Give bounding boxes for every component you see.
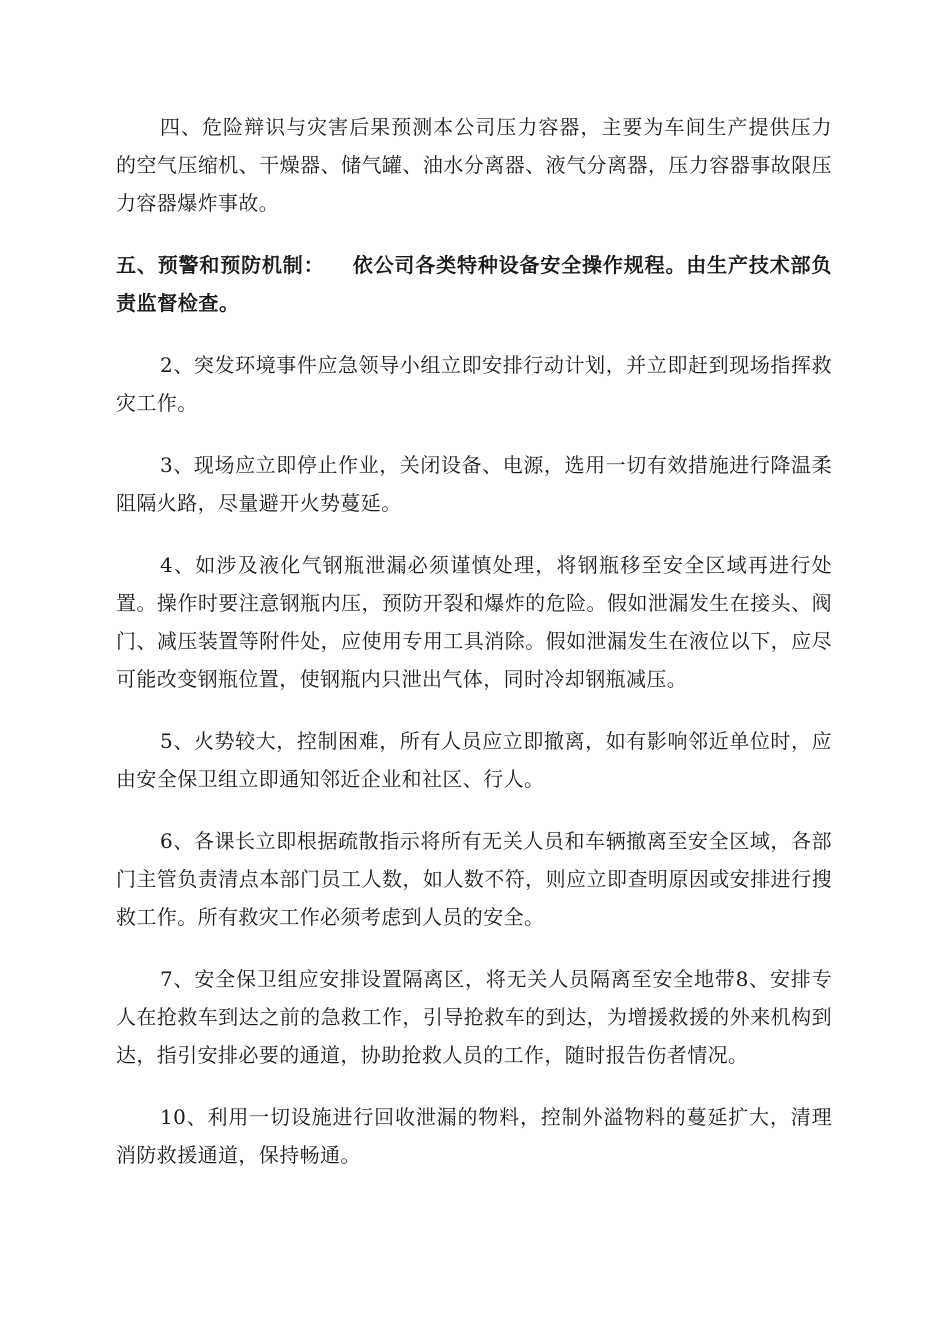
- section-heading-body: 依公司各类特种设备安全操作规程。由生产技术部负责监督检查。: [116, 253, 832, 315]
- paragraph-hazard-identification: 四、危险辩识与灾害后果预测本公司压力容器，主要为车间生产提供压力的空气压缩机、干燥器、储气罐、油水分离器、液气分离器，压力容器事故限压力容器爆炸事故。: [116, 115, 832, 215]
- section-heading-warning-prevention: [116, 246, 832, 322]
- paragraph-step-5: 5、火势较大，控制困难，所有人员应立即撤离，如有影响邻近单位时，应由安全保卫组立即通知邻近企业和社区、行人。: [116, 729, 832, 791]
- section-heading-title: 五、预警和预防机制：: [116, 253, 325, 277]
- paragraph-step-2: 2、突发环境事件应急领导小组立即安排行动计划，并立即赶到现场指挥救灾工作。: [116, 353, 832, 415]
- paragraph-step-4: 4、如涉及液化气钢瓶泄漏必须谨慎处理，将钢瓶移至安全区域再进行处置。操作时要注意钢瓶内压，预防开裂和爆炸的危险。假如泄漏发生在接头、阀门、减压装置等附件处，应使用专用工具消除。假如泄漏发生在液位以下，应尽可能改变钢瓶位置，使钢瓶内只泄出气体，同时冷却钢瓶减压。: [116, 553, 832, 691]
- document-page: [116, 108, 832, 1198]
- paragraph-step-7: 7、安全保卫组应安排设置隔离区，将无关人员隔离至安全地带8、安排专人在抢救车到达之前的急救工作，引导抢救车的到达，为增援救援的外来机构到达，指引安排必要的通道，协助抢救人员的工作，随时报告伤者情况。: [116, 967, 832, 1067]
- paragraph-step-10: 10、利用一切设施进行回收泄漏的物料，控制外溢物料的蔓延扩大，清理消防救援通道，保持畅通。: [116, 1105, 832, 1167]
- paragraph-step-3: 3、现场应立即停止作业，关闭设备、电源，选用一切有效措施进行降温柔阻隔火路，尽量避开火势蔓延。: [116, 453, 832, 515]
- paragraph-step-6: 6、各课长立即根据疏散指示将所有无关人员和车辆撤离至安全区域，各部门主管负责清点本部门员工人数，如人数不符，则应立即查明原因或安排进行搜救工作。所有救灾工作必须考虑到人员的安全。: [116, 829, 832, 929]
